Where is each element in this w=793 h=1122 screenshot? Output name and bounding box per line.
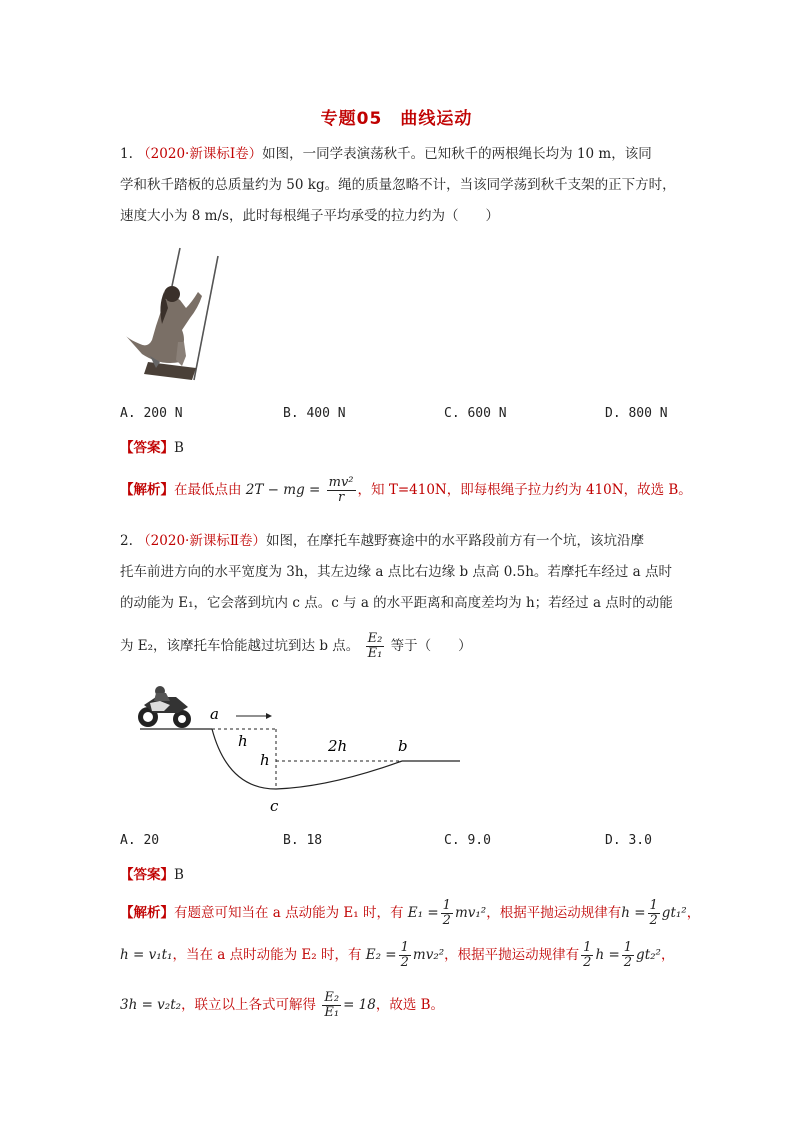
q2-a1-eq2: mv₁² xyxy=(454,905,487,921)
q2-a2-end: ， xyxy=(660,947,675,963)
q1-line3: 速度大小为 8 m/s，此时每根绳子平均承受的拉力约为（ ） xyxy=(120,208,499,224)
q2-analysis-line3 xyxy=(120,991,444,1020)
q2-a1-mid: ，根据平抛运动规律有 xyxy=(486,905,622,921)
q2-line4 xyxy=(120,632,472,661)
q2-ratio-num: E₂ xyxy=(367,631,383,646)
q1-answer-value: B xyxy=(174,440,184,456)
q2-analysis-tag: 【解析】 xyxy=(120,905,174,921)
q1-analysis-post: ，知 T=410N，即每根绳子拉力约为 410N，故选 B。 xyxy=(357,482,692,498)
q2-answer-tag: 【答案】 xyxy=(120,867,174,883)
q2-a3-frac xyxy=(322,991,341,1020)
q2-a2-mid: ，当在 a 点时动能为 E₂ 时，有 xyxy=(172,947,362,963)
q1-source: （2020·新课标Ⅰ卷） xyxy=(137,146,263,162)
q2-a2-eq5: gt₂² xyxy=(636,947,661,963)
q1-analysis-eq: 2T − mg = xyxy=(245,482,321,498)
page-title: 专题05 曲线运动 xyxy=(320,109,473,129)
q2-a3-eq2: = 18 xyxy=(343,997,376,1013)
pit-figure xyxy=(130,683,470,819)
q2-a1-frac-den: 2 xyxy=(442,913,451,928)
q2-answer-value: B xyxy=(174,867,184,883)
q1-option-b: B. 400 N xyxy=(283,406,346,421)
q2-a1-frac2-num: 1 xyxy=(649,898,658,913)
label-h2: h xyxy=(260,751,270,769)
label-a: a xyxy=(210,705,219,723)
q2-a2-eq: h = v₁t₁ xyxy=(120,947,173,963)
q2-a1-frac xyxy=(441,899,453,928)
q2-a2-mid2: ，根据平抛运动规律有 xyxy=(444,947,580,963)
q1-analysis xyxy=(120,476,692,505)
q2-a2-eq3: mv₂² xyxy=(412,947,445,963)
q2-text1: 如图，在摩托车越野赛途中的水平路段前方有一个坑，该坑沿摩 xyxy=(266,533,645,549)
q2-a3-frac-num: E₂ xyxy=(324,990,340,1005)
q1-answer xyxy=(120,436,184,456)
q2-analysis-line1 xyxy=(120,899,700,928)
q2-a1-eq: E₁ = xyxy=(407,905,439,921)
label-2h: 2h xyxy=(328,737,348,755)
q2-a1-eq4: gt₁² xyxy=(661,905,687,921)
q1-frac-num: mv² xyxy=(328,475,354,490)
q1-option-d: D. 800 N xyxy=(605,406,668,421)
q1-analysis-tag: 【解析】 xyxy=(120,482,174,498)
q2-a3-mid: ，联立以上各式可解得 xyxy=(181,997,317,1013)
swing-figure xyxy=(120,244,230,386)
q2-answer xyxy=(120,863,184,883)
q1-analysis-frac xyxy=(327,476,356,505)
q2-a1-pre: 有题意可知当在 a 点动能为 E₁ 时，有 xyxy=(174,905,404,921)
q1-line2: 学和秋千踏板的总质量约为 50 kg。绳的质量忽略不计，当该同学荡到秋千支架的正下方时， xyxy=(120,177,676,193)
q2-option-a: A. 20 xyxy=(120,833,160,848)
q2-a2-frac2 xyxy=(581,941,593,970)
q2-option-d: D. 3.0 xyxy=(605,833,652,848)
q2-source: （2020·新课标Ⅱ卷） xyxy=(137,533,267,549)
q2-a2-eq2: E₂ = xyxy=(365,947,397,963)
q2-line4-post: 等于（ ） xyxy=(390,638,472,654)
q2-a2-frac3 xyxy=(622,941,634,970)
q1-answer-tag: 【答案】 xyxy=(120,440,174,456)
q2-a2-frac3-num: 1 xyxy=(623,940,633,955)
q2-a1-frac-num: 1 xyxy=(442,898,451,913)
label-b: b xyxy=(398,737,408,755)
q2-option-c: C. 9.0 xyxy=(444,833,491,848)
q2-a1-end: ， xyxy=(686,905,701,921)
q2-ratio-den: E₁ xyxy=(367,646,383,661)
q1-number: 1. xyxy=(120,146,133,162)
q2-number: 2. xyxy=(120,533,133,549)
q2-analysis-line2 xyxy=(120,941,674,970)
q2-a2-frac3-den: 2 xyxy=(623,955,633,970)
q2-a3-frac-den: E₁ xyxy=(324,1005,340,1020)
q2-ratio-frac xyxy=(366,632,385,661)
label-h1: h xyxy=(238,732,248,750)
q2-a1-frac2-den: 2 xyxy=(649,913,658,928)
q2-option-b: B. 18 xyxy=(283,833,323,848)
motorcycle-icon xyxy=(138,686,191,728)
q2-line1 xyxy=(120,531,644,551)
q2-a1-eq3: h = xyxy=(621,905,646,921)
q2-a2-frac-num: 1 xyxy=(400,940,409,955)
q2-line4-pre: 为 E₂，该摩托车恰能越过坑到达 b 点。 xyxy=(120,638,360,654)
q1-option-c: C. 600 N xyxy=(444,406,507,421)
q1-option-a: A. 200 N xyxy=(120,406,183,421)
q2-line3: 的动能为 E₁，它会落到坑内 c 点。c 与 a 的水平距离和高度差均为 h；若经过 a 点时的动能 xyxy=(120,595,673,611)
q2-a2-frac2-den: 2 xyxy=(583,955,592,970)
q2-a2-eq4: h = xyxy=(595,947,620,963)
q2-a2-frac xyxy=(399,941,411,970)
q2-a2-frac-den: 2 xyxy=(400,955,409,970)
q1-line1 xyxy=(120,144,652,164)
q2-a3-end: ，故选 B。 xyxy=(375,997,445,1013)
q2-a2-frac2-num: 1 xyxy=(583,940,592,955)
q2-a1-frac2 xyxy=(648,899,660,928)
q1-text1: 如图，一同学表演荡秋千。已知秋千的两根绳长均为 10 m，该同 xyxy=(262,146,652,162)
q2-a3-eq: 3h = v₂t₂ xyxy=(120,997,182,1013)
q1-frac-den: r xyxy=(337,490,345,505)
label-c: c xyxy=(270,797,279,815)
q1-analysis-pre: 在最低点由 xyxy=(174,482,242,498)
q2-line2: 托车前进方向的水平宽度为 3h，其左边缘 a 点比右边缘 b 点高 0.5h。若摩托车经过 a 点时 xyxy=(120,564,673,580)
